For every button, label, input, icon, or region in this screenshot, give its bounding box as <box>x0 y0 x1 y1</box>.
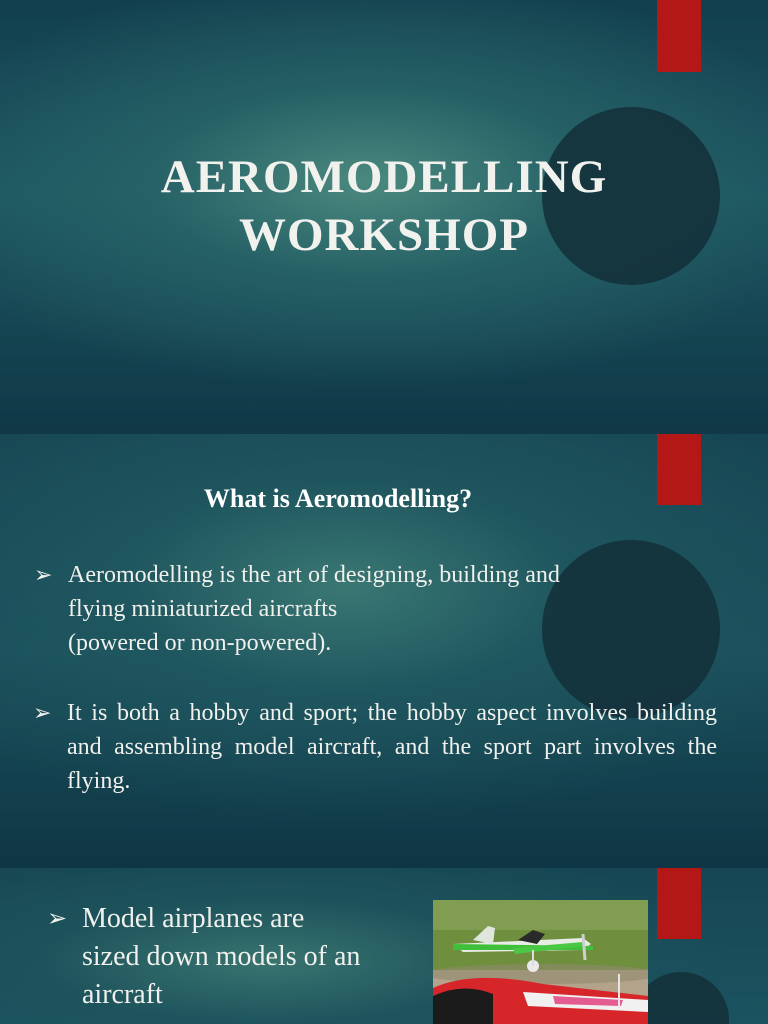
bullet-item <box>47 900 422 1014</box>
bullet-line: (powered or non-powered). <box>68 630 332 656</box>
slide-what-is <box>0 434 768 868</box>
slide-model-airplanes <box>0 868 768 1024</box>
arrow-bullet-icon: ➢ <box>33 700 52 725</box>
title-line-2: WORKSHOP <box>238 209 530 261</box>
bullet-line: sized down models of an <box>82 941 361 972</box>
red-accent-tab <box>657 868 701 939</box>
model-airplane-image <box>433 900 648 1024</box>
bullet-line: Aeromodelling is the art of designing, building and <box>68 562 560 588</box>
slide-title <box>0 0 768 434</box>
arrow-bullet-icon: ➢ <box>34 562 53 587</box>
slide-title-text <box>0 148 768 264</box>
bullet-line: flying miniaturized aircrafts <box>68 596 338 622</box>
model-airplane-photo <box>433 900 648 1024</box>
bullet-text: It is both a hobby and sport; the hobby aspect involves building and assembling model aircraft, and the sport part involves the flying. <box>67 700 717 794</box>
bullet-line: Model airplanes are <box>82 903 305 934</box>
red-accent-tab <box>657 0 701 72</box>
bullet-item <box>34 558 668 660</box>
title-line-1: AEROMODELLING <box>160 151 608 203</box>
slide-heading: What is Aeromodelling? <box>203 484 473 513</box>
bullet-line: aircraft <box>82 979 163 1010</box>
bullet-item <box>33 696 717 798</box>
arrow-bullet-icon: ➢ <box>47 906 68 932</box>
